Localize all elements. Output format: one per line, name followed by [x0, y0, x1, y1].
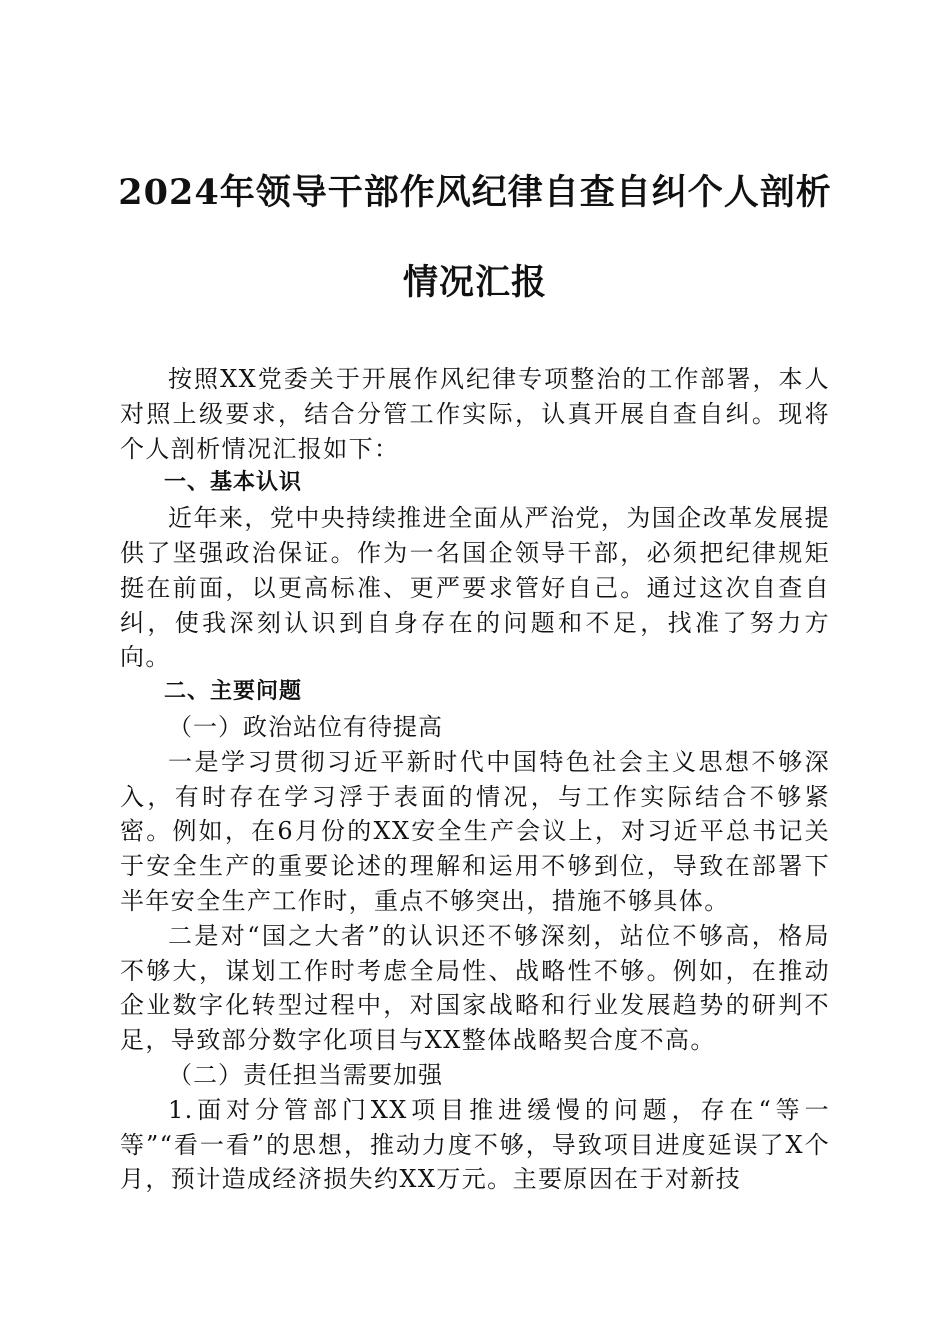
- body-paragraph: 二是对“国之大者”的认识还不够深刻，站位不够高，格局不够大，谋划工作时考虑全局性、战略性不够。例如，在推动企业数字化转型过程中，对国家战略和行业发展趋势的研判不足，导致部分数字化项目与XX整体战略契合度不高。: [120, 921, 830, 1055]
- body-paragraph: 一是学习贯彻习近平新时代中国特色社会主义思想不够深入，有时存在学习浮于表面的情况，与工作实际结合不够紧密。例如，在6月份的XX安全生产会议上，对习近平总书记关于安全生产的重要论述的理解和运用不够到位，导致在部署下半年安全生产工作时，重点不够突出，措施不够具体。: [120, 747, 830, 915]
- document-title-line-2: 情况汇报: [402, 262, 547, 303]
- body-paragraph: 近年来，党中央持续推进全面从严治党，为国企改革发展提供了坚强政治保证。作为一名国企领导干部，必须把纪律规矩挺在前面，以更高标准、更严要求管好自己。通过这次自查自纠，使我深刻认识到自身存在的问题和不足，找准了努力方向。: [120, 504, 830, 672]
- section-heading-main-problems: 二、主要问题: [164, 679, 303, 705]
- document-title-line-1: 2024年领导干部作风纪律自查自纠个人剖析: [118, 172, 832, 213]
- subsection-heading-responsibility: （二）责任担当需要加强: [168, 1060, 443, 1089]
- section-heading-basic-understanding: 一、基本认识: [164, 470, 303, 496]
- body-paragraph: 1.面对分管部门XX项目推进缓慢的问题，存在“等一等”“看一看”的思想，推动力度不够，导致项目进度延误了X个月，预计造成经济损失约XX万元。主要原因在于对新技: [120, 1095, 830, 1194]
- subsection-heading-political-stance: （一）政治站位有待提高: [168, 712, 443, 741]
- intro-paragraph: 按照XX党委关于开展作风纪律专项整治的工作部署，本人对照上级要求，结合分管工作实际，认真开展自查自纠。现将个人剖析情况汇报如下：: [120, 365, 830, 463]
- document-body: [120, 362, 830, 1197]
